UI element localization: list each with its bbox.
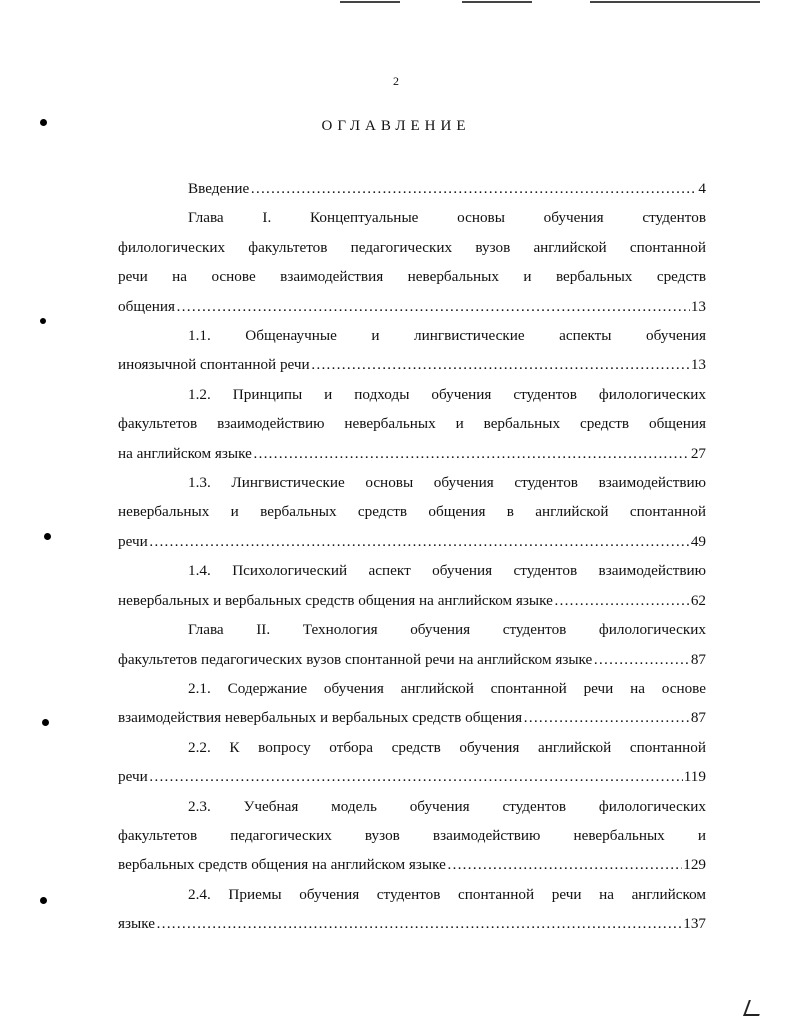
toc-entry-section-2-3[interactable] [118, 792, 706, 880]
page-title: ОГЛАВЛЕНИЕ [321, 118, 471, 134]
toc-page-number: 87 [690, 709, 706, 727]
toc-entry-introduction[interactable] [118, 174, 706, 203]
toc-entry-text: речи [118, 532, 148, 550]
binder-hole-mark [42, 719, 49, 726]
toc-leader-line [118, 350, 706, 379]
toc-leader-dots [156, 909, 682, 938]
toc-entry-section-1-4[interactable] [118, 556, 706, 615]
toc-entry-text: 1.3. Лингвистические основы обучения студентов взаимодействию [188, 474, 706, 492]
toc-entry-text: 2.2. К вопросу отбора средств обучения английской спонтанной [188, 738, 706, 756]
toc-entry-text: языке [118, 915, 155, 933]
toc-entry-text: 2.4. Приемы обучения студентов спонтанной речи на английском [188, 885, 706, 903]
toc-entry-section-2-1[interactable] [118, 674, 706, 733]
toc-leader-line [118, 527, 706, 556]
toc-page-number: 129 [683, 856, 706, 874]
binder-hole-mark [40, 897, 47, 904]
toc-leader-dots [149, 762, 683, 791]
toc-entry-text: речи на основе взаимодействия невербальных и вербальных средств [118, 268, 706, 286]
toc-leader-dots [250, 174, 697, 203]
toc-entry-text: невербальных и вербальных средств общения на английском языке [118, 591, 553, 609]
toc-entry-section-2-2[interactable] [118, 733, 706, 792]
toc-entry-chapter-1[interactable] [118, 203, 706, 321]
toc-page-number: 62 [690, 591, 706, 609]
toc-entry-text: факультетов взаимодействию невербальных и вербальных средств общения [118, 415, 706, 433]
toc-entry-text: факультетов педагогических вузов взаимодействию невербальных и [118, 826, 706, 844]
toc-page-number: 13 [690, 356, 706, 374]
toc-page-number: 87 [690, 650, 706, 668]
binder-hole-mark [44, 533, 51, 540]
scan-edge-line-1 [340, 1, 400, 3]
binder-hole-mark [40, 318, 46, 324]
toc-page-number: 49 [690, 532, 706, 550]
toc-leader-line [118, 850, 706, 879]
toc-entry-text: речи [118, 768, 148, 786]
toc-leader-dots [149, 527, 690, 556]
toc-entry-text: на английском языке [118, 444, 252, 462]
toc-entry-text: 1.1. Общенаучные и лингвистические аспекты обучения [188, 327, 706, 345]
toc-entry-text: Глава I. Концептуальные основы обучения студентов [188, 209, 706, 227]
toc-entry-text: филологических факультетов педагогических вузов английской спонтанной [118, 238, 706, 256]
toc-entry-text: 2.1. Содержание обучения английской спонтанной речи на основе [188, 679, 706, 697]
toc-entry-text: Введение [188, 180, 250, 197]
toc-entry-text: общения [118, 297, 175, 315]
toc-entry-section-1-3[interactable] [118, 468, 706, 556]
toc-entry-text: 2.3. Учебная модель обучения студентов филологических [188, 797, 706, 815]
scan-edge-line-2 [462, 1, 532, 3]
corner-scan-mark [743, 1000, 765, 1016]
toc-leader-line [118, 439, 706, 468]
toc-entry-section-1-2[interactable] [118, 380, 706, 468]
toc-leader-dots [176, 292, 690, 321]
scan-edge-line-3 [590, 1, 760, 3]
toc-entry-text: взаимодействия невербальных и вербальных средств общения [118, 709, 523, 727]
toc-entry-text: вербальных средств общения на английском языке [118, 856, 446, 874]
toc-leader-dots [593, 645, 690, 674]
table-of-contents [118, 174, 706, 939]
toc-leader-line [118, 909, 706, 938]
page-number: 2 [393, 74, 399, 88]
toc-entry-text: 1.2. Принципы и подходы обучения студентов филологических [188, 385, 706, 403]
toc-entry-text: 1.4. Психологический аспект обучения студентов взаимодействию [188, 562, 706, 580]
toc-page-number: 119 [683, 768, 706, 786]
toc-entry-text: невербальных и вербальных средств общения в английской спонтанной [118, 503, 706, 521]
toc-leader-line [118, 645, 706, 674]
toc-leader-line [118, 292, 706, 321]
toc-leader-line [118, 762, 706, 791]
toc-page-number: 27 [690, 444, 706, 462]
toc-leader-line [118, 586, 706, 615]
toc-entry-section-1-1[interactable] [118, 321, 706, 380]
toc-entry-text: факультетов педагогических вузов спонтанной речи на английском языке [118, 650, 593, 668]
toc-entry-text: Глава II. Технология обучения студентов филологических [188, 621, 706, 639]
toc-leader-dots [311, 350, 690, 379]
toc-page-number: 13 [690, 297, 706, 315]
toc-leader-line [118, 174, 706, 203]
toc-leader-line [118, 703, 706, 732]
toc-page-number: 137 [683, 915, 706, 933]
toc-entry-chapter-2[interactable] [118, 615, 706, 674]
toc-leader-dots [447, 850, 682, 879]
toc-page-number: 4 [698, 180, 706, 197]
toc-leader-dots [554, 586, 690, 615]
toc-entry-section-2-4[interactable] [118, 880, 706, 939]
toc-leader-dots [253, 439, 690, 468]
toc-entry-text: иноязычной спонтанной речи [118, 356, 310, 374]
toc-leader-dots [523, 703, 690, 732]
